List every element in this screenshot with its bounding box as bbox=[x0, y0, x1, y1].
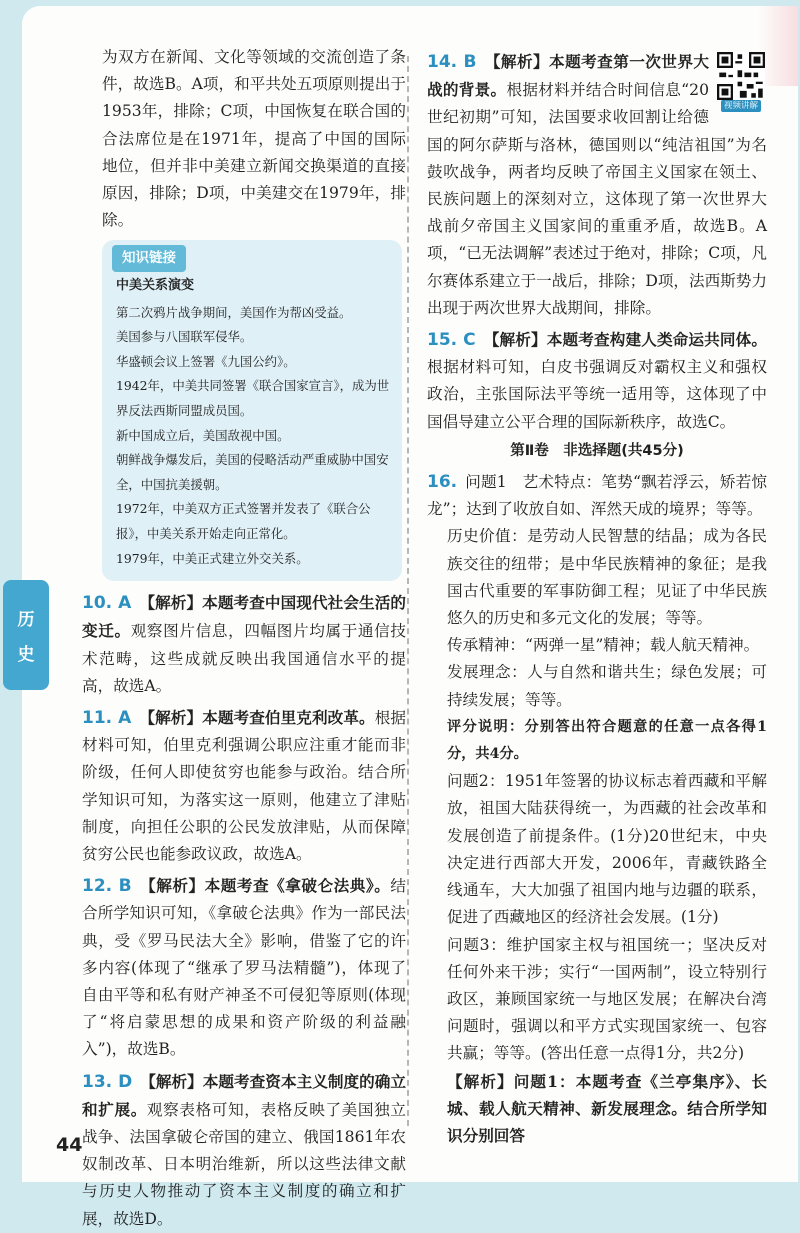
knowledge-line: 1942年，中美共同签署《联合国家宣言》，成为世界反法西斯同盟成员国。 bbox=[116, 378, 390, 418]
subject-tab bbox=[3, 580, 49, 690]
analysis-heading: 【解析】本题考查资本主义制度的确立和扩展。 bbox=[82, 1071, 406, 1119]
analysis-body: 根据材料并结合时间信息“20世纪初期”可知，法国要求收回割让给德国的阿尔萨斯与洛林，德国则以“纯洁祖国”为名鼓吹战争，两者均反映了帝国主义国家在领土、民族问题上的深刻对立，这体现了第一次世界大战前夕帝国主义国家间的重重矛盾，故选B。A项，“已无法调解”表述过于绝对，排除；C项，凡尔赛体系建立于一战后，排除；D项，法西斯势力出现于两次世界大战期间，排除。 bbox=[427, 81, 767, 317]
q16-history-value: 历史价值：是劳动人民智慧的结晶；成为各民族交往的纽带；是中华民族精神的象征；是我国古代重要的军事防御工程；见证了中华民族悠久的历史和多元文化的发展；等等。 bbox=[447, 527, 767, 628]
qr-label: 视频讲解 bbox=[721, 100, 761, 112]
analysis-heading: 【解析】本题考查构建人类命运共同体。 bbox=[483, 330, 767, 350]
analysis-body: 结合所学知识可知，《拿破仑法典》作为一部民法典，受《罗马民法大全》影响，借鉴了它的许多内容(体现了“继承了罗马法精髓”)，体现了自由平等和私有财产神圣不可侵犯等原则(体现了“将启蒙思想的成果和资产阶级的利益融入”)，故选B。 bbox=[82, 877, 406, 1059]
q16-scoring-note: 评分说明：分别答出符合题意的任意一点各得1分，共4分。 bbox=[447, 718, 767, 763]
analysis-body: 观察表格可知，表格反映了美国独立战争、法国拿破仑帝国的建立、俄国1861年农奴制改革、日本明治维新，所以这些法律文献与历史人物推动了资本主义制度的确立和扩展，故选D。 bbox=[82, 1100, 406, 1228]
q16-analysis: 【解析】问题1：本题考查《兰亭集序》、长城、载人航天精神、新发展理念。结合所学知识分别回答 bbox=[447, 1071, 767, 1145]
knowledge-link-tag: 知识链接 bbox=[112, 245, 186, 272]
answer-number: 15. C bbox=[427, 330, 476, 351]
answer-number: 16. bbox=[427, 472, 458, 493]
subject-tab-char: 历 bbox=[17, 610, 35, 630]
answer-page bbox=[22, 6, 798, 1228]
knowledge-line: 第二次鸦片战争期间，美国作为帮凶受益。 bbox=[116, 304, 352, 320]
q16-part1: 问题1 艺术特点：笔势“飘若浮云，矫若惊龙”；达到了收放自如、浑然天成的境界；等等。 bbox=[427, 473, 767, 519]
knowledge-title: 中美关系演变 bbox=[116, 278, 195, 294]
analysis-heading: 【解析】本题考查第一次世界大战的背景。 bbox=[427, 52, 709, 100]
answer-14 bbox=[427, 48, 767, 322]
answer-number: 11. A bbox=[82, 707, 132, 728]
analysis-body: 根据材料可知，伯里克利强调公职应注重才能而非阶级，任何人即使贫穷也能参与政治。结合所学知识可知，为落实这一原则，他建立了津贴制度，向担任公职的公民发放津贴，从而保障贫穷公民也能参政议政，故选A。 bbox=[82, 708, 406, 863]
answer-15 bbox=[427, 326, 767, 436]
answer-number: 12. B bbox=[82, 876, 132, 897]
right-column bbox=[427, 44, 767, 1149]
knowledge-line: 1979年，中美正式建立外交关系。 bbox=[116, 550, 309, 566]
q16-spirit: 传承精神：“两弹一星”精神；载人航天精神。 bbox=[447, 636, 760, 655]
analysis-heading: 【解析】本题考查中国现代社会生活的变迁。 bbox=[82, 593, 406, 641]
subject-tab-char: 史 bbox=[17, 645, 35, 665]
left-column bbox=[82, 44, 406, 1233]
knowledge-line: 美国参与八国联军侵华。 bbox=[116, 329, 253, 345]
video-qr[interactable] bbox=[715, 52, 767, 114]
answer-number: 13. D bbox=[82, 1071, 133, 1092]
q16-concept: 发展理念：人与自然和谐共生；绿色发展；可持续发展；等等。 bbox=[447, 663, 767, 709]
knowledge-link-box bbox=[102, 240, 402, 581]
answer-11 bbox=[82, 704, 406, 868]
knowledge-line: 朝鲜战争爆发后，美国的侵略活动严重威胁中国安全，中国抗美援朝。 bbox=[116, 452, 389, 492]
section-title: 第Ⅱ卷 非选择题(共45分) bbox=[510, 442, 684, 459]
answer-12 bbox=[82, 872, 406, 1063]
knowledge-line: 华盛顿会议上签署《九国公约》。 bbox=[116, 353, 296, 369]
column-divider bbox=[407, 56, 409, 1126]
answer-13 bbox=[82, 1068, 406, 1233]
qr-code-icon bbox=[717, 52, 765, 100]
analysis-body: 观察图片信息，四幅图片均属于通信技术范畴，这些成就反映出我国通信水平的提高，故选A。 bbox=[82, 622, 406, 695]
answer-16 bbox=[427, 469, 767, 523]
page-number: 44 bbox=[56, 1134, 83, 1156]
q16-part2: 问题2：1951年签署的协议标志着西藏和平解放，祖国大陆获得统一，为西藏的社会改革和发展创造了前提条件。(1分)20世纪末，中央决定进行西部大开发，2006年，青藏铁路全线通车，大大加强了祖国内地与边疆的联系，促进了西藏地区的经济社会发展。(1分) bbox=[447, 772, 767, 927]
q16-part3: 问题3：维护国家主权与祖国统一；坚决反对任何外来干涉；实行“一国两制”，设立特别行政区，兼顾国家统一与地区发展；在解决台湾问题时，强调以和平方式实现国家统一、包容共赢；等等。(答出任意一点得1分，共2分) bbox=[447, 935, 767, 1063]
analysis-heading: 【解析】本题考查《拿破仑法典》。 bbox=[139, 876, 391, 896]
answer-10 bbox=[82, 589, 406, 700]
knowledge-line: 1972年，中美双方正式签署并发表了《联合公报》，中美关系开始走向正常化。 bbox=[116, 501, 371, 541]
q9-continuation: 为双方在新闻、文化等领域的交流创造了条件，故选B。A项，和平共处五项原则提出于1953年，排除；C项，中国恢复在联合国的合法席位是在1971年，提高了中国的国际地位，但并非中美建立新闻交换渠道的直接原因，排除；D项，中美建交在1979年，排除。 bbox=[102, 48, 406, 230]
analysis-heading: 【解析】本题考查伯里克利改革。 bbox=[139, 707, 375, 727]
answer-number: 14. B bbox=[427, 52, 477, 72]
answer-number: 10. A bbox=[82, 593, 132, 614]
knowledge-line: 新中国成立后，美国敌视中国。 bbox=[116, 427, 290, 443]
analysis-body: 根据材料可知，白皮书强调反对霸权主义和强权政治，主张国际法平等统一适用等，这体现了中国倡导建立公平合理的国际新秩序，故选C。 bbox=[427, 358, 767, 431]
